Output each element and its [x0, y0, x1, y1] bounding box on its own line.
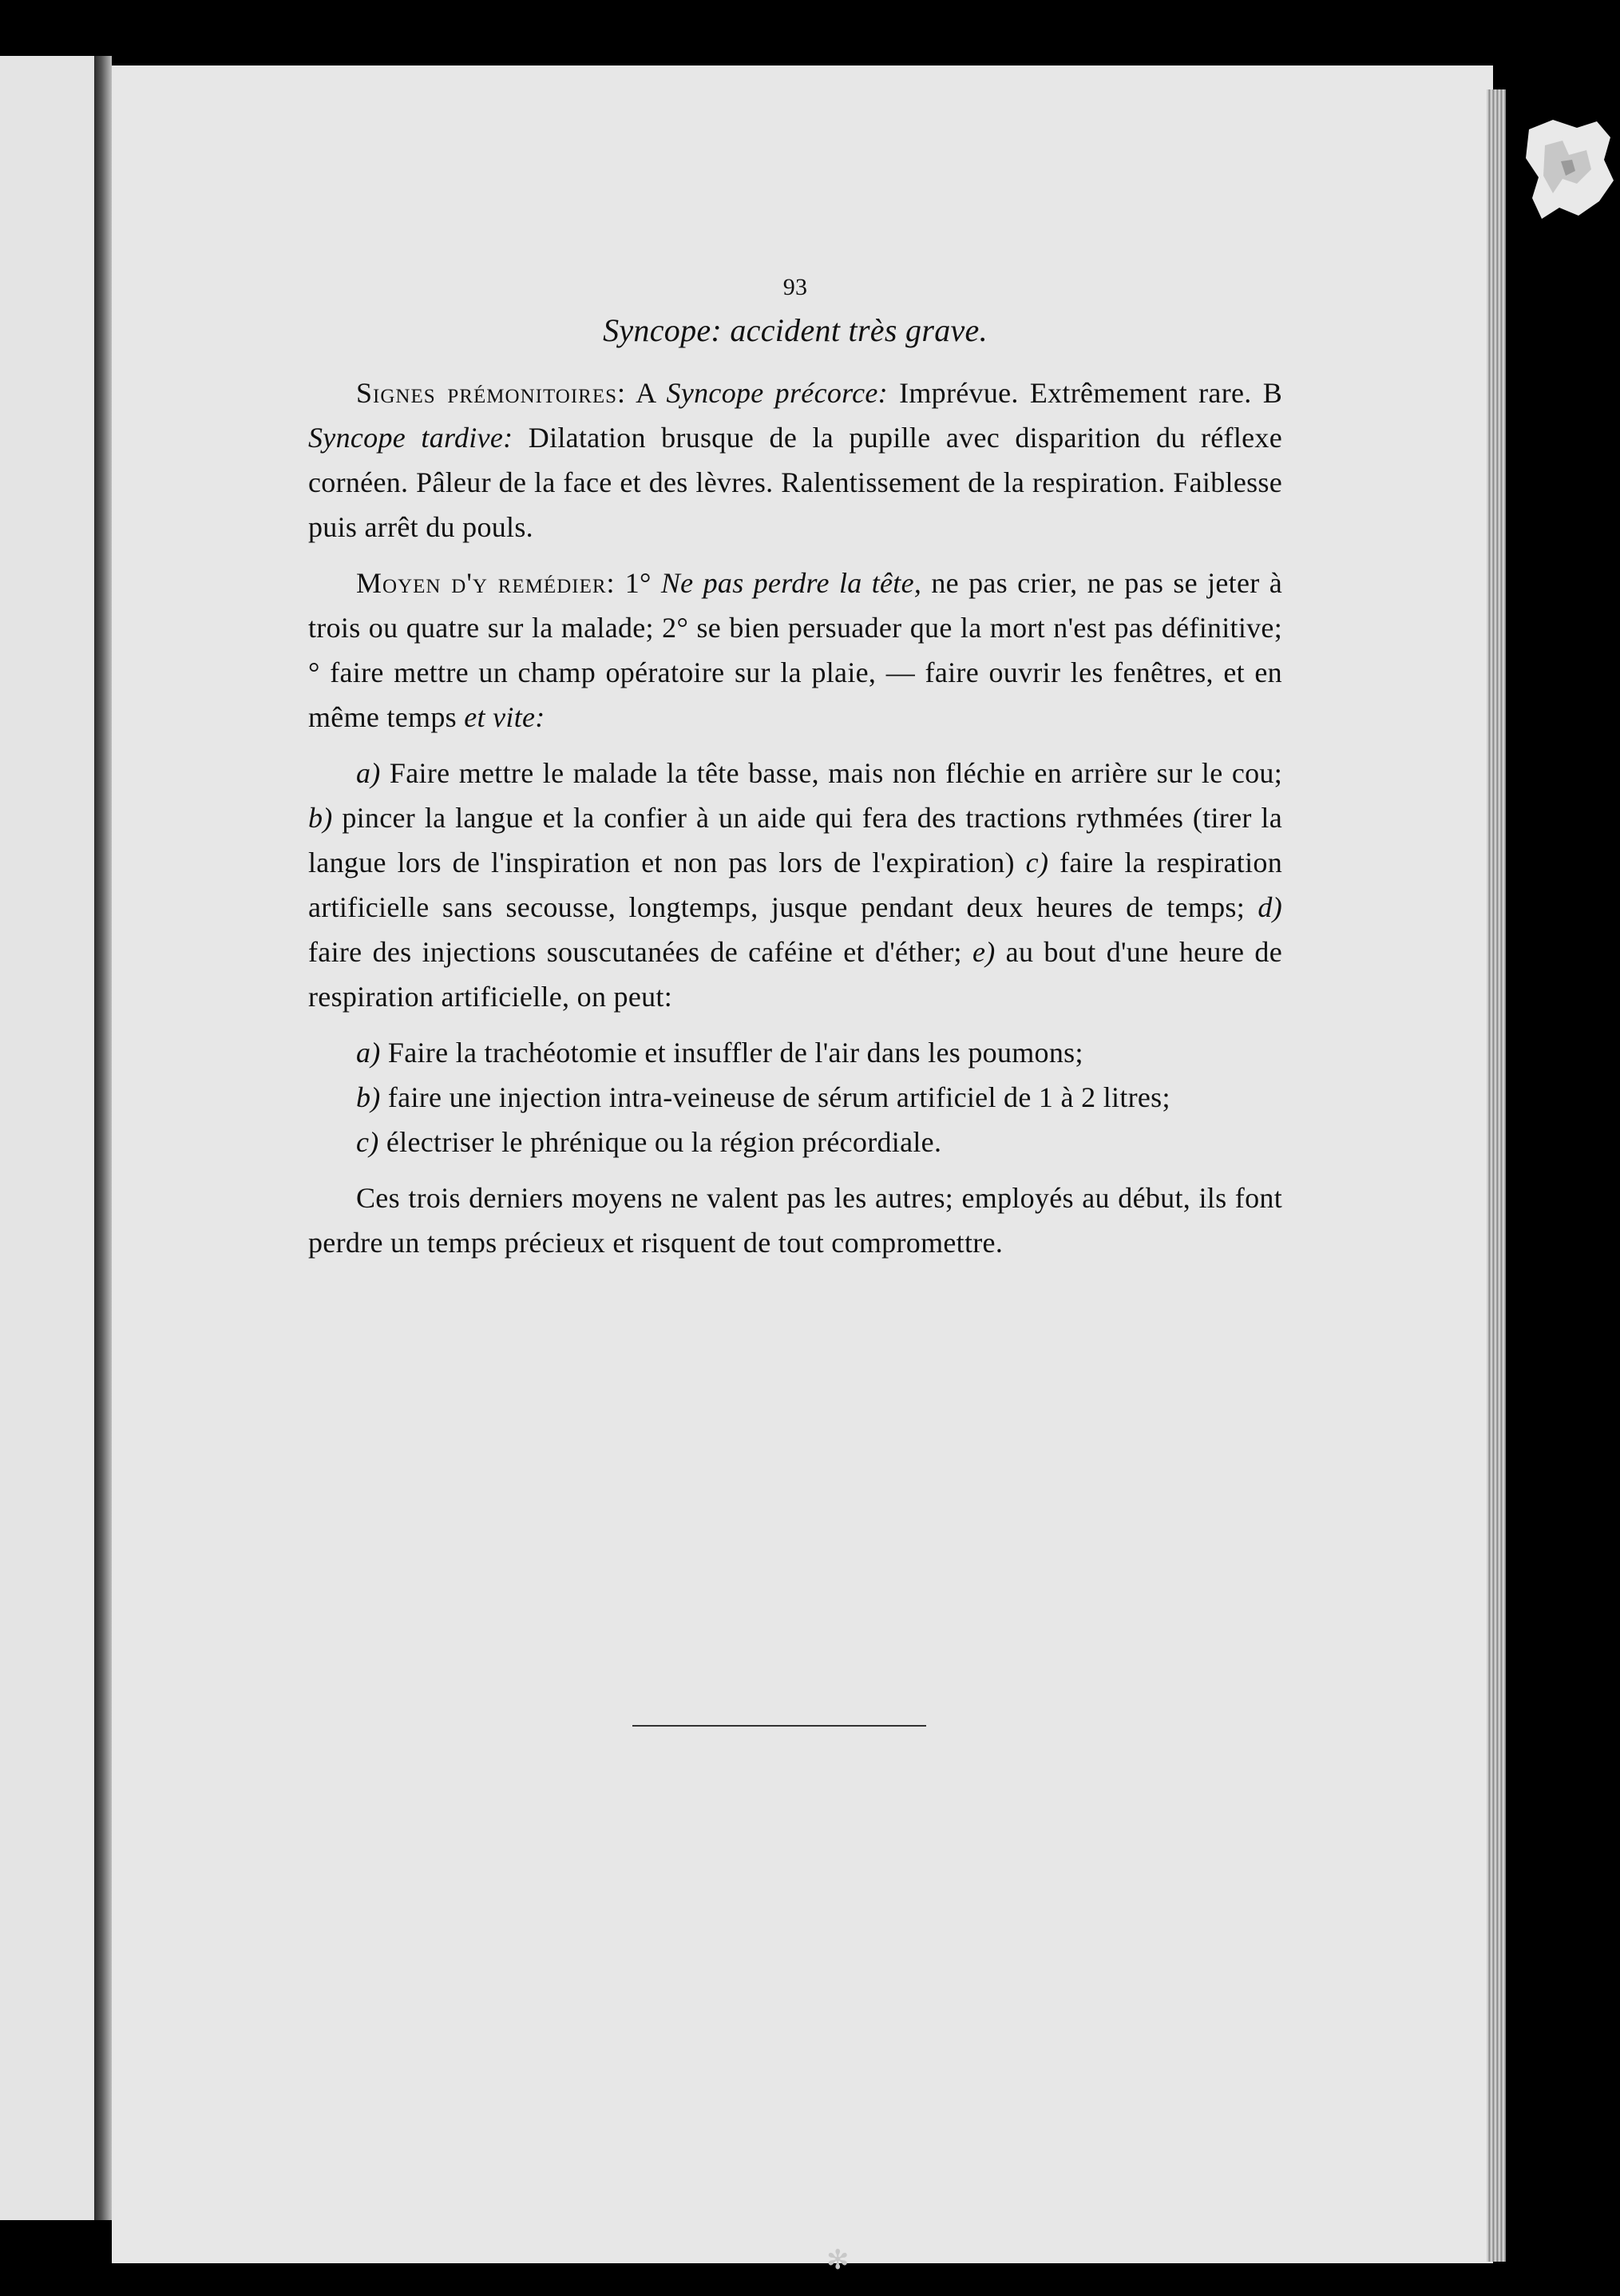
early-syncope-text: Imprévue. Extrêmement rare.	[887, 377, 1263, 409]
late-syncope-term: Syncope tardive:	[308, 422, 513, 454]
remedy-emphasis-2: et vite:	[464, 701, 545, 733]
early-syncope-term: Syncope précorce:	[666, 377, 888, 409]
list-item-c-text: électriser le phrénique ou la région précordiale.	[378, 1126, 942, 1158]
list-item-b-text: faire une injection intra-veineuse de sérum artificiel de 1 à 2 litres;	[380, 1081, 1170, 1113]
action-c-label: c)	[1025, 847, 1049, 878]
paragraph-conclusion: Ces trois derniers moyens ne valent pas les autres; employés au début, ils font perdre un temps précieux et risquent de tout compromettre.	[308, 1182, 1282, 1259]
end-rule	[632, 1725, 926, 1727]
action-a-label: a)	[356, 757, 381, 789]
further-measures-list	[308, 1030, 1282, 1164]
list-item-a-label: a)	[356, 1037, 381, 1069]
action-d-text: faire des injections souscutanées de caféine et d'éther;	[308, 936, 972, 968]
list-item-c-label: c)	[356, 1126, 379, 1158]
action-e-text: au bout d'une heure de respiration artificielle, on peut:	[308, 936, 1282, 1013]
list-item	[308, 1120, 1282, 1164]
page-content	[308, 264, 1282, 1276]
remedy-number-1: 1°	[615, 567, 661, 599]
premonitory-signs-label: Signes prémonitoires:	[356, 377, 626, 409]
action-e-label: e)	[972, 936, 996, 968]
list-item-a-text: Faire la trachéotomie et insuffler de l'air dans les poumons;	[380, 1037, 1083, 1069]
page-stack-edge	[1487, 89, 1506, 2262]
paragraph-remedy	[308, 561, 1282, 740]
action-d-label: d)	[1258, 891, 1282, 923]
list-item-b-label: b)	[356, 1081, 381, 1113]
remedy-text-1: ne pas crier, ne pas se jeter à trois ou quatre sur la malade; 2° se bien persuader que la mort n'est pas définitive; ° faire mettre un champ opératoire sur la plaie, — faire ouvrir les fenêtres, et en même temps	[308, 567, 1282, 733]
action-b-text: pincer la langue et la confier à un aide qui fera des tractions rythmées (tirer la langue lors de l'inspiration et non pas lors de l'expiration)	[308, 802, 1282, 878]
action-b-label: b)	[308, 802, 333, 834]
left-page-margin	[0, 56, 94, 2220]
remedy-label: Moyen d'y remédier:	[356, 567, 616, 599]
book-gutter	[94, 56, 112, 2220]
page-number: 93	[782, 274, 808, 300]
section-title: Syncope: accident très grave.	[603, 312, 988, 348]
late-syncope-text: Dilatation brusque de la pupille avec disparition du réflexe cornéen. Pâleur de la face et des lèvres. Ralentissement de la respiration. Faiblesse puis arrêt du pouls.	[308, 422, 1282, 543]
paragraph-premonitory-signs	[308, 371, 1282, 549]
list-item	[308, 1075, 1282, 1120]
action-c-text: faire la respiration artificielle sans secousse, longtemps, jusque pendant deux heures de temps;	[308, 847, 1282, 923]
remedy-emphasis-1: Ne pas perdre la tête,	[660, 567, 922, 599]
action-a-text: Faire mettre le malade la tête basse, mais non fléchie en arrière sur le cou;	[380, 757, 1282, 789]
paragraph-actions	[308, 751, 1282, 1019]
list-item	[308, 1030, 1282, 1075]
item-a-marker: A	[636, 377, 667, 409]
torn-paper-fragment	[1521, 113, 1617, 225]
scan-speck: ✻	[826, 2246, 850, 2275]
item-b-marker: B	[1262, 377, 1282, 409]
